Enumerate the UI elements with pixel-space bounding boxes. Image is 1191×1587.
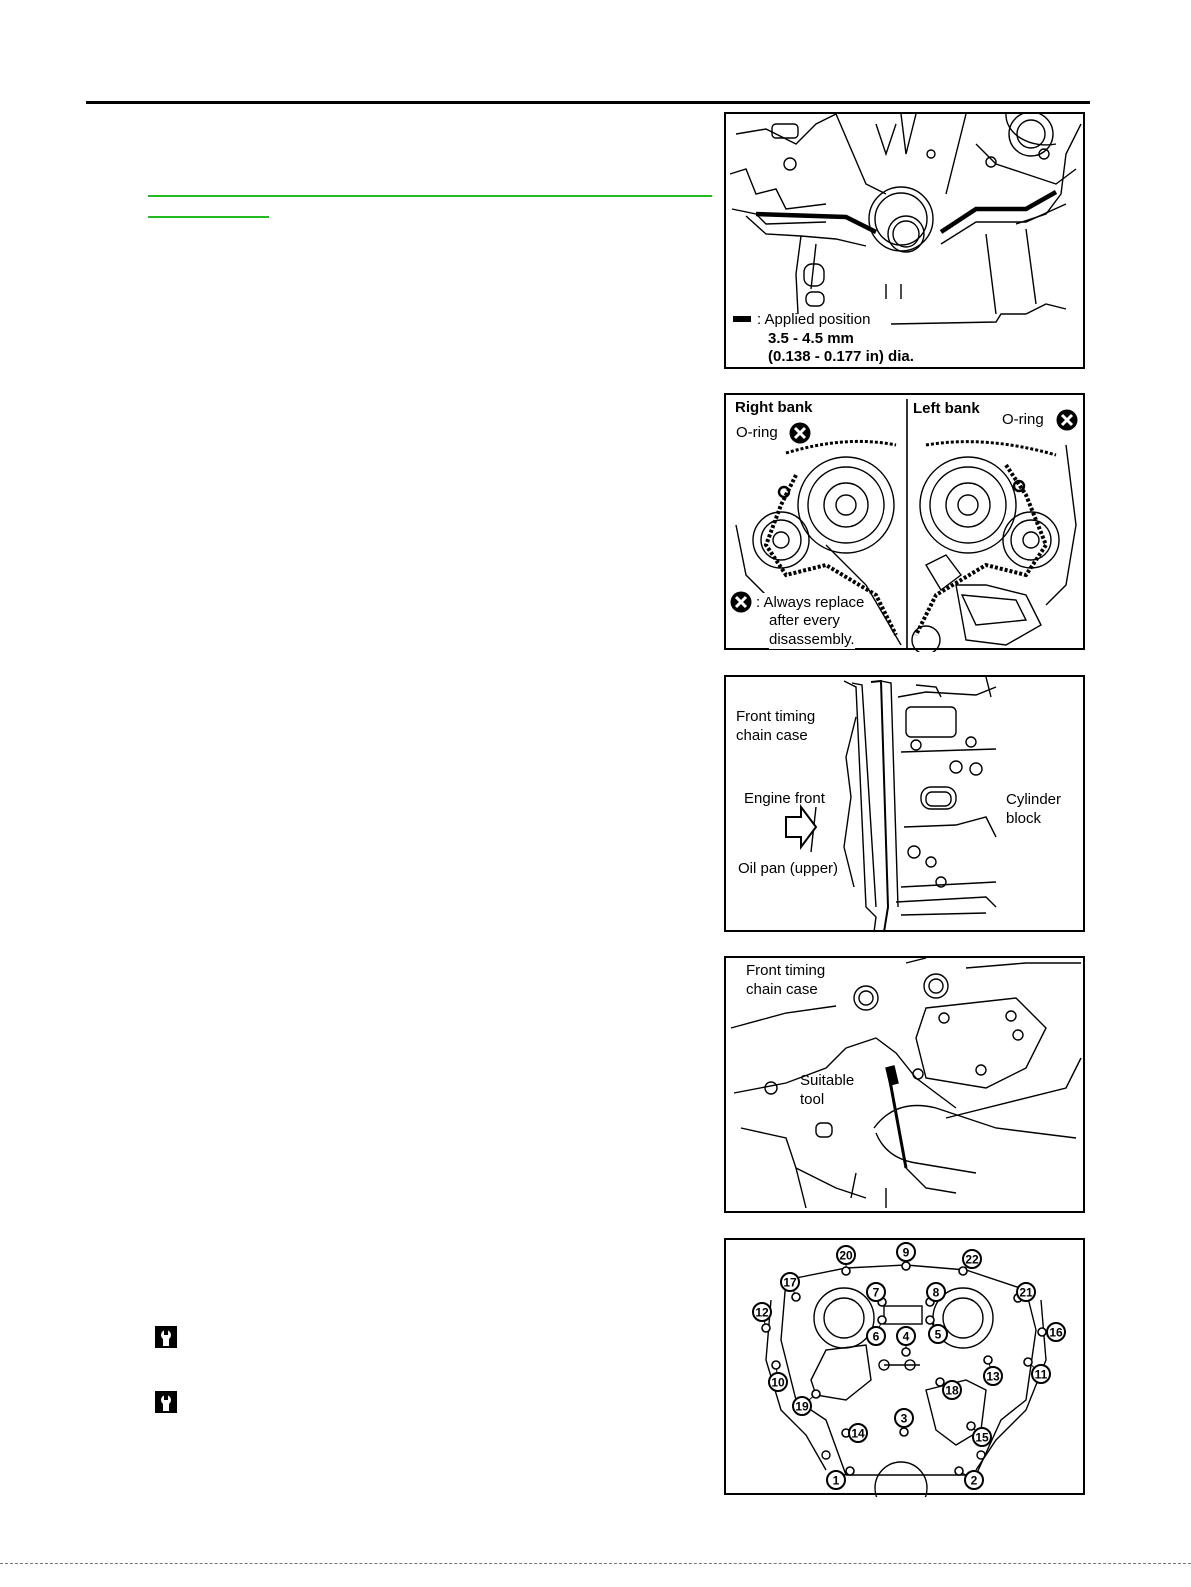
figure-liquid-gasket-application [724, 112, 1085, 369]
front-timing-chain-case-label-2: chain case [736, 727, 808, 744]
bolt-hole [902, 1348, 910, 1356]
bolt-number-badge [867, 1283, 885, 1301]
bolt-number-badge [984, 1367, 1002, 1385]
bolt-number-text: 9 [902, 1245, 910, 1260]
figure-bolt-tightening-order [724, 1238, 1085, 1495]
front-timing-chain-case-label-1: Front timing [736, 708, 816, 725]
bolt-hole [878, 1316, 886, 1324]
bolt-number-badge [1047, 1323, 1065, 1341]
engine-front-label: Engine front [744, 790, 825, 807]
bolt-hole [842, 1267, 850, 1275]
bolt-number-text: 13 [986, 1369, 1000, 1384]
header-rule [86, 101, 1090, 104]
bolt-number-badge [1017, 1283, 1035, 1301]
bolt-hole [967, 1422, 975, 1430]
bolt-number-text: 19 [795, 1399, 809, 1414]
bolt-number-badge [849, 1424, 867, 1442]
bolt-hole [984, 1356, 992, 1364]
figure-front-timing-chain-case-position [724, 675, 1085, 932]
bolt-number-text: 2 [970, 1473, 978, 1488]
bolt-number-badge [897, 1327, 915, 1345]
torque-wrench-icon [155, 1391, 177, 1413]
bolt-number-badge [793, 1397, 811, 1415]
footer-rule [0, 1563, 1191, 1564]
bolt-number-text: 5 [934, 1327, 942, 1342]
bolt-number-text: 21 [1019, 1285, 1033, 1300]
always-replace-line3: disassembly. [769, 631, 855, 648]
bolt-number-badge [897, 1243, 915, 1261]
bolt-number-text: 6 [872, 1329, 880, 1344]
bolt-number-badge [1032, 1365, 1050, 1383]
suitable-tool-label-2: tool [800, 1091, 825, 1108]
bolt-number-text: 16 [1049, 1325, 1063, 1340]
diameter-mm: 3.5 - 4.5 mm [768, 330, 854, 347]
bolt-number-text: 8 [932, 1285, 940, 1300]
x-circle-icon [789, 422, 811, 444]
bolt-number-badge [827, 1471, 845, 1489]
bolt-hole [846, 1467, 854, 1475]
bolt-number-badge [753, 1303, 771, 1321]
bolt-number-badge [867, 1327, 885, 1345]
bolt-number-text: 1 [832, 1473, 840, 1488]
bolt-number-text: 14 [851, 1426, 865, 1441]
bolt-hole [772, 1361, 780, 1369]
figure-o-ring-camshaft-sprockets [724, 393, 1085, 650]
x-circle-icon [1056, 409, 1078, 431]
bolt-hole [936, 1378, 944, 1386]
bolt-hole [1038, 1328, 1046, 1336]
bolt-hole [792, 1293, 800, 1301]
o-ring-left-label: O-ring [1002, 411, 1044, 428]
x-circle-icon [730, 591, 752, 613]
bolt-number-badge [769, 1373, 787, 1391]
bolt-number-badge [895, 1409, 913, 1427]
cylinder-block-label-2: block [1006, 810, 1042, 827]
bolt-number-text: 17 [783, 1275, 797, 1290]
link-underline-continuation[interactable] [148, 216, 269, 218]
bolt-number-markers [726, 1240, 1087, 1497]
bolt-number-text: 15 [975, 1430, 989, 1445]
bolt-hole [926, 1316, 934, 1324]
bolt-number-text: 10 [771, 1375, 785, 1390]
bolt-hole [955, 1467, 963, 1475]
left-bank-label: Left bank [913, 400, 980, 417]
right-bank-label: Right bank [735, 399, 813, 416]
bolt-number-text: 18 [945, 1383, 959, 1398]
suitable-tool-label-1: Suitable [800, 1072, 855, 1089]
always-replace-line1: : Always replace [756, 594, 865, 611]
diameter-in: (0.138 - 0.177 in) dia. [768, 348, 914, 365]
front-timing-chain-case-label-1: Front timing [746, 962, 826, 979]
bolt-number-text: 12 [755, 1305, 769, 1320]
bolt-hole [902, 1262, 910, 1270]
applied-position-label: : Applied position [757, 311, 871, 328]
bolt-number-text: 11 [1034, 1367, 1048, 1382]
bolt-number-badge [837, 1246, 855, 1264]
bolt-number-badge [927, 1283, 945, 1301]
o-ring-right-label: O-ring [736, 424, 778, 441]
front-timing-chain-case-label-2: chain case [746, 981, 818, 998]
bolt-number-text: 20 [839, 1248, 853, 1263]
applied-position-mark [733, 316, 751, 322]
bolt-hole [1024, 1358, 1032, 1366]
cylinder-block-label-1: Cylinder [1006, 791, 1062, 808]
bolt-number-text: 22 [965, 1252, 979, 1267]
bolt-hole [900, 1428, 908, 1436]
bolt-number-text: 7 [872, 1285, 880, 1300]
bolt-number-badge [929, 1325, 947, 1343]
bolt-hole [959, 1267, 967, 1275]
bolt-hole [812, 1390, 820, 1398]
always-replace-line2: after every [769, 612, 840, 629]
oil-pan-upper-label: Oil pan (upper) [738, 860, 839, 877]
bolt-number-badge [943, 1381, 961, 1399]
bolt-number-badge [963, 1250, 981, 1268]
bolt-number-badge [965, 1471, 983, 1489]
link-underline[interactable] [148, 195, 712, 197]
torque-wrench-icon [155, 1326, 177, 1348]
bolt-hole [762, 1324, 770, 1332]
bolt-number-badge [973, 1428, 991, 1446]
figure-chain-case-with-suitable-tool [724, 956, 1085, 1213]
bolt-number-text: 4 [902, 1329, 910, 1344]
bolt-number-badge [781, 1273, 799, 1291]
bolt-number-text: 3 [900, 1411, 908, 1426]
